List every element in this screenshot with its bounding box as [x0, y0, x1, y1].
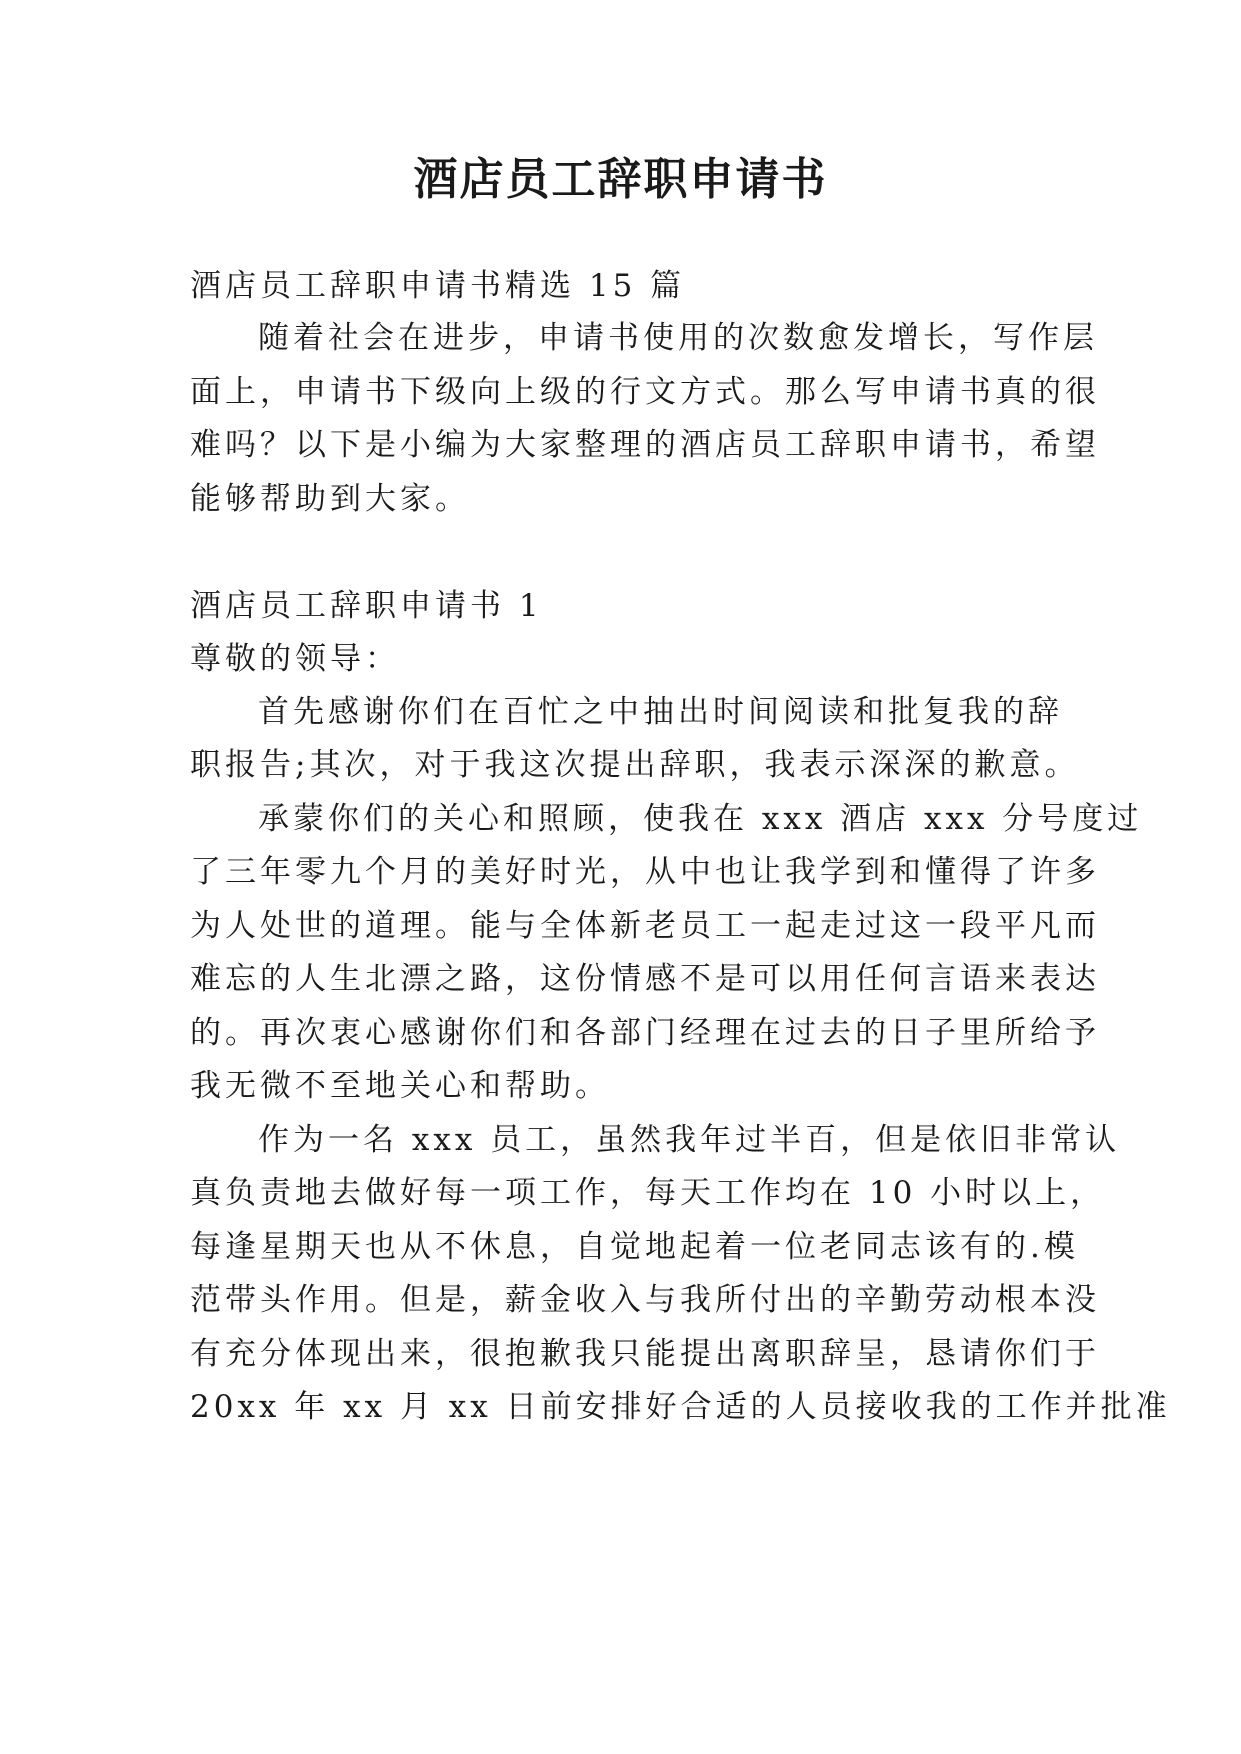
letter-paragraph-line: 了三年零九个月的美好时光，从中也让我学到和懂得了许多: [190, 854, 1100, 890]
letter-paragraph-line: 为人处世的道理。能与全体新老员工一起走过这一段平凡而: [190, 908, 1100, 944]
collection-heading: 酒店员工辞职申请书精选 15 篇: [190, 268, 686, 304]
intro-paragraph-line: 难吗？以下是小编为大家整理的酒店员工辞职申请书，希望: [190, 427, 1100, 463]
letter-paragraph-line: 我无微不至地关心和帮助。: [190, 1068, 610, 1104]
letter-paragraph-line: 范带头作用。但是，薪金收入与我所付出的辛勤劳动根本没: [190, 1282, 1100, 1318]
letter-paragraph-line: 难忘的人生北漂之路，这份情感不是可以用任何言语来表达: [190, 961, 1100, 997]
letter-paragraph-line: 每逢星期天也从不休息，自觉地起着一位老同志该有的.模: [190, 1229, 1079, 1265]
document-title: 酒店员工辞职申请书: [413, 154, 828, 205]
intro-paragraph-line: 能够帮助到大家。: [190, 481, 470, 517]
letter-paragraph-line: 真负责地去做好每一项工作，每天工作均在 10 小时以上，: [190, 1175, 1106, 1211]
letter-paragraph-line: 承蒙你们的关心和照顾，使我在 xxx 酒店 xxx 分号度过: [258, 801, 1143, 837]
salutation: 尊敬的领导：: [190, 641, 400, 677]
section-heading: 酒店员工辞职申请书 1: [190, 588, 543, 624]
letter-paragraph-line: 首先感谢你们在百忙之中抽出时间阅读和批复我的辞: [258, 694, 1063, 730]
letter-paragraph-line: 的。再次衷心感谢你们和各部门经理在过去的日子里所给予: [190, 1015, 1100, 1051]
letter-paragraph-line: 20xx 年 xx 月 xx 日前安排好合适的人员接收我的工作并批准: [190, 1389, 1171, 1425]
intro-paragraph-line: 随着社会在进步，申请书使用的次数愈发增长，写作层: [258, 320, 1098, 356]
letter-paragraph-line: 有充分体现出来，很抱歉我只能提出离职辞呈，恳请你们于: [190, 1336, 1100, 1372]
letter-paragraph-line: 职报告;其次，对于我这次提出辞职，我表示深深的歉意。: [190, 747, 1080, 783]
intro-paragraph-line: 面上，申请书下级向上级的行文方式。那么写申请书真的很: [190, 374, 1100, 410]
letter-paragraph-line: 作为一名 xxx 员工，虽然我年过半百，但是依旧非常认: [258, 1122, 1121, 1158]
